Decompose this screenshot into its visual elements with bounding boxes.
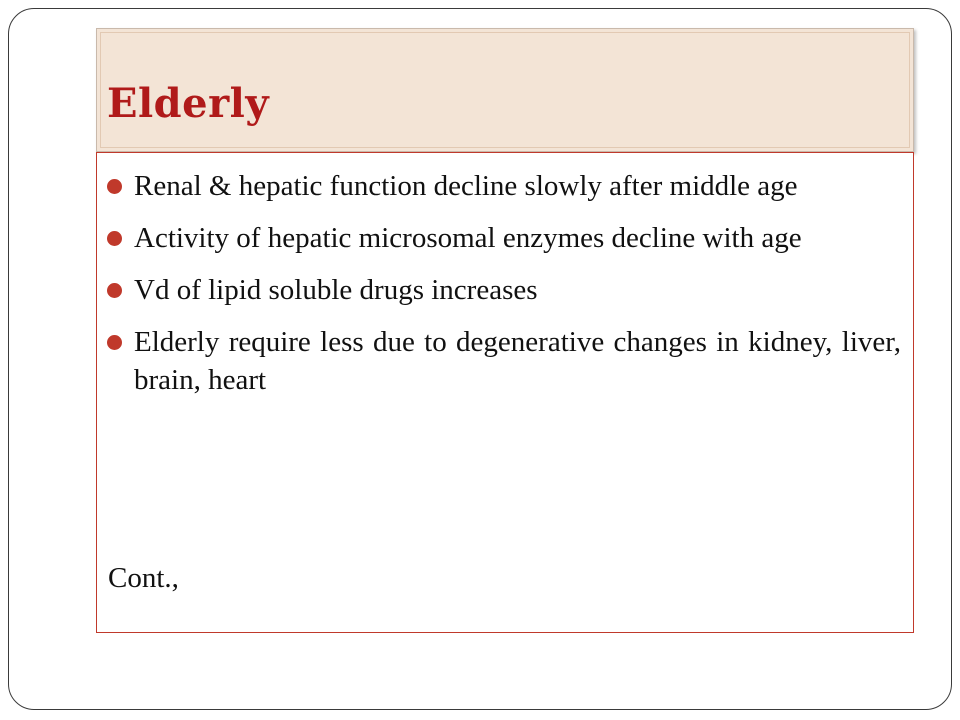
bullet-list: [97, 167, 913, 413]
bullet-dot-icon: [107, 179, 122, 194]
bullet-item: [97, 271, 913, 309]
bullet-item: [97, 323, 913, 399]
content-box: [96, 152, 914, 633]
bullet-item: [97, 219, 913, 257]
bullet-text: Activity of hepatic microsomal enzymes decline with age: [134, 222, 802, 254]
bullet-dot-icon: [107, 231, 122, 246]
bullet-dot-icon: [107, 335, 122, 350]
bullet-item: [97, 167, 913, 205]
bullet-text: Elderly require less due to degenerative changes in kidney, liver, brain, heart: [134, 326, 901, 396]
continuation-text: Cont.,: [108, 562, 179, 594]
bullet-dot-icon: [107, 283, 122, 298]
bullet-text: Renal & hepatic function decline slowly after middle age: [134, 170, 798, 202]
slide-title: Elderly: [107, 80, 270, 127]
bullet-text: Vd of lipid soluble drugs increases: [134, 274, 538, 306]
